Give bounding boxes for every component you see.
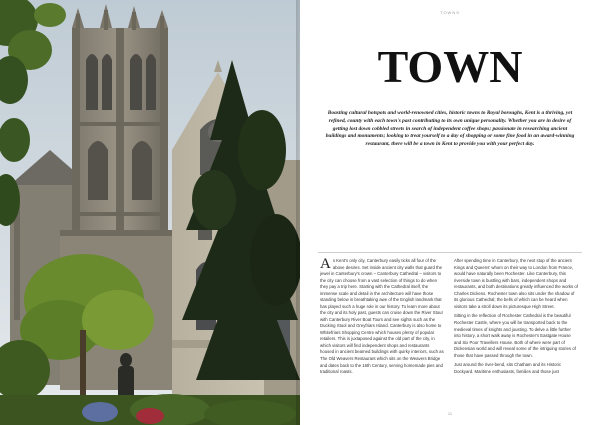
body-paragraph [320,258,444,376]
body-paragraph: After spending time in Canterbury, the next stop of the ancient Kings and Queens' whom on their way to London from France, would have naturally been Rochester. Like Canterbury, this riverside town is bustling with bars, independent shops and restaurants, and both destinations greatly influenced the works of Charles Dickens. Rochester town also sits under the shadow of its glorious Cathedral; the bells of which can be heard when visitors take a stroll down its picturesque High Street. [454,258,578,309]
body-paragraph: Sitting in the reflection of Rochester Cathedral is the beautiful Rochester Castle, where you will be transported back to the medieval times of knights and jousting. To delve a little further into history, a short walk away is Rochester's Eastgate House and Six Poor Travellers House. Both of where were part of Dickensian world and will reveal some of the intriguing stories of those that have passed through the town. [454,313,576,358]
intro-paragraph: Boasting cultural hotspots and world-renowned cities, historic towns to Royal boroughs, Kent is a thriving, yet refined, county with each town's past contributing to its own unique personality. Whether you are in desire of getting lost down cobbled streets in search of independent coffee shops; passionate in researching ancient buildings and monuments; looking to treat yourself to a day of shopping or some fine food in an award-winning restaurant, there will be a town in Kent to provide you with your perfect day. [325,110,575,148]
drop-cap: A [320,256,331,272]
divider [318,252,582,253]
cathedral-tower [72,4,168,250]
page-number: 11 [447,411,453,416]
page-title: TOWN [377,41,523,92]
running-head: TOWNS [440,10,460,15]
body-text: s Kent's only city, Canterbury easily ticks all four of the above desires. Set inside ancient city walls that guard the jewel in Canterbury's crown – Canterbury Cathedral – visitors to the city can choose from a vast selection of things to do when they pay a trip here. Starting with the Cathedral itself, the immense scale and detail in the architecture will have those standing below in breathtaking awe of the English landmark that has played such a huge role in our history. To learn more about the city and its holy past, guests can cruise down the River Stour with Canterbury River Boat Tours and see sights such as the Ducking Stool and Greyfriars Island. Canterbury is also home to Whitefriars Shopping Centre which houses plenty of popular retailers. This is juxtaposed against the old part of the city, in which visitors will find independent shops and restaurants housed in ancient beamed buildings with quirky interiors, such as The Old Weavers Restaurant which sits on the Weavers Bridge and dates back to the 16th Century, serving homemade pies and traditional roasts. [320,258,444,375]
body-column-left [320,258,444,379]
body-paragraph: Just around the river-bend, sits Chatham and its Historic Dockyard. Maritime enthusiasts, families and those just [454,362,561,374]
text-page [300,0,600,425]
body-column-right [454,258,578,379]
